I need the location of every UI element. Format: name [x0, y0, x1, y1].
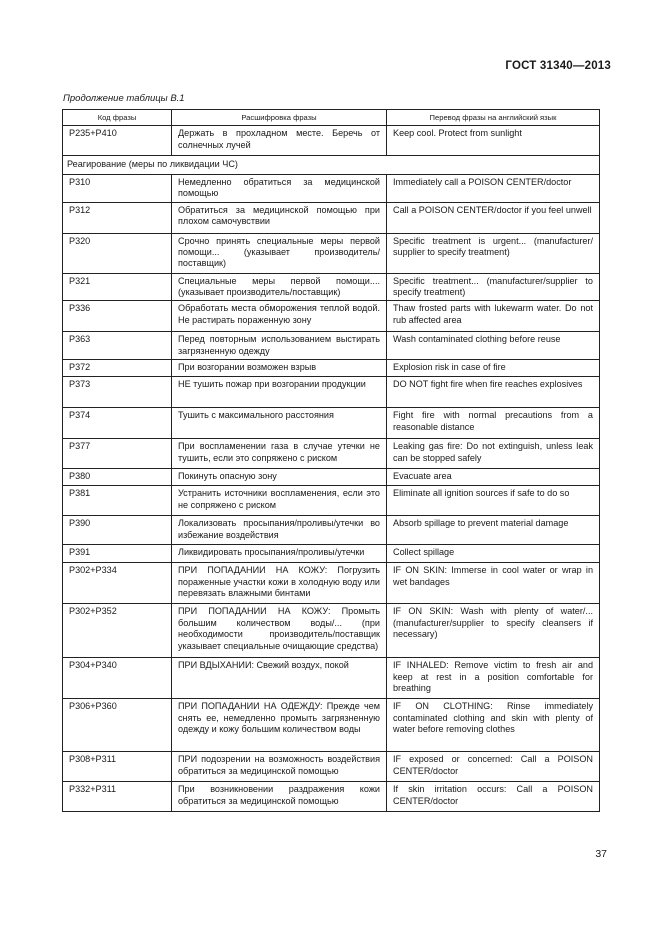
phrase-russian: Срочно принять специальные меры первой помощи... (указывает производитель/ поставщик): [172, 233, 387, 273]
table-row: [63, 782, 600, 812]
phrase-code: P302+P334: [63, 563, 172, 604]
phrase-code: P390: [63, 516, 172, 545]
table-row: [63, 126, 600, 156]
column-header-code: Код фразы: [63, 110, 172, 126]
phrase-english: IF ON SKIN: Wash with plenty of water/... (manufacturer/supplier to specify cleansers if necessary): [387, 604, 600, 658]
phrase-russian: При возгорании возможен взрыв: [172, 360, 387, 377]
phrase-russian: При возникновении раздражения кожи обратиться за медицинской помощью: [172, 782, 387, 812]
phrase-code: P312: [63, 202, 172, 233]
phrase-code: P321: [63, 273, 172, 301]
phrase-russian: Немедленно обратиться за медицинской помощью: [172, 174, 387, 202]
phrase-russian: Держать в прохладном месте. Беречь от солнечных лучей: [172, 126, 387, 156]
table-row: [63, 563, 600, 604]
table-row: [63, 658, 600, 699]
standard-number: ГОСТ 31340—2013: [505, 60, 611, 72]
phrase-english: Immediately call a POISON CENTER/doctor: [387, 174, 600, 202]
phrase-english: IF ON SKIN: Immerse in cool water or wrap in wet bandages: [387, 563, 600, 604]
table-row: [63, 486, 600, 516]
table-row: [63, 360, 600, 377]
phrase-russian: Обратиться за медицинской помощью при плохом самочувствии: [172, 202, 387, 233]
phrase-english: Absorb spillage to prevent material damage: [387, 516, 600, 545]
phrase-russian: ПРИ подозрении на возможность воздействия обратиться за медицинской помощью: [172, 752, 387, 782]
table-row: [63, 469, 600, 486]
phrase-code: P332+P311: [63, 782, 172, 812]
table-row: [63, 545, 600, 563]
phrase-code: P336: [63, 301, 172, 332]
phrase-english: Specific treatment is urgent... (manufacturer/ supplier to specify treatment): [387, 233, 600, 273]
phrase-russian: ПРИ ПОПАДАНИИ НА КОЖУ: Промыть большим количеством воды/... (при необходимости производитель/поставщик указывает специальные очищающие средства): [172, 604, 387, 658]
phrase-english: If skin irritation occurs: Call a POISON CENTER/doctor: [387, 782, 600, 812]
phrase-code: P373: [63, 377, 172, 408]
column-header-english: Перевод фразы на английский язык: [387, 110, 600, 126]
phrase-english: Keep cool. Protect from sunlight: [387, 126, 600, 156]
phrase-code: P372: [63, 360, 172, 377]
phrase-english: IF exposed or concerned: Call a POISON CENTER/doctor: [387, 752, 600, 782]
phrase-english: Call a POISON CENTER/doctor if you feel unwell: [387, 202, 600, 233]
phrase-english: Specific treatment... (manufacturer/supplier to specify treatment): [387, 273, 600, 301]
table-row: [63, 301, 600, 332]
phrase-code: P391: [63, 545, 172, 563]
table-row: [63, 439, 600, 469]
table-row: [63, 233, 600, 273]
phrase-english: Evacuate area: [387, 469, 600, 486]
phrase-english: Collect spillage: [387, 545, 600, 563]
phrase-code: P374: [63, 408, 172, 439]
phrase-russian: ПРИ ПОПАДАНИИ НА КОЖУ: Погрузить пораженные участки кожи в холодную воду или перевязать влажными бинтами: [172, 563, 387, 604]
phrase-english: IF INHALED: Remove victim to fresh air and keep at rest in a position comfortable for breathing: [387, 658, 600, 699]
phrase-code: P304+P340: [63, 658, 172, 699]
phrase-english: Fight fire with normal precautions from a reasonable distance: [387, 408, 600, 439]
phrase-english: Leaking gas fire: Do not extinguish, unless leak can be stopped safely: [387, 439, 600, 469]
phrase-russian: Локализовать просыпания/проливы/утечки во избежание воздействия: [172, 516, 387, 545]
phrase-russian: Устранить источники воспламенения, если это не сопряжено с риском: [172, 486, 387, 516]
phrase-russian: ПРИ ПОПАДАНИИ НА ОДЕЖДУ: Прежде чем снять ее, немедленно промыть загрязненную одежду и кожу большим количеством воды: [172, 699, 387, 752]
table-section-row: [63, 156, 600, 174]
column-header-russian: Расшифровка фразы: [172, 110, 387, 126]
phrase-russian: ПРИ ВДЫХАНИИ: Свежий воздух, покой: [172, 658, 387, 699]
table-row: [63, 332, 600, 360]
table-row: [63, 408, 600, 439]
phrase-code: P380: [63, 469, 172, 486]
phrase-russian: При воспламенении газа в случае утечки не тушить, если это сопряжено с риском: [172, 439, 387, 469]
phrase-russian: Перед повторным использованием выстирать загрязненную одежду: [172, 332, 387, 360]
table-body: [63, 126, 600, 812]
phrase-russian: Покинуть опасную зону: [172, 469, 387, 486]
phrase-code: P308+P311: [63, 752, 172, 782]
table-row: [63, 516, 600, 545]
table-row: [63, 752, 600, 782]
phrase-code: P235+P410: [63, 126, 172, 156]
phrases-table: [62, 109, 600, 812]
phrase-code: P302+P352: [63, 604, 172, 658]
phrase-code: P306+P360: [63, 699, 172, 752]
table-header-row: [63, 110, 600, 126]
phrase-code: P363: [63, 332, 172, 360]
table-row: [63, 273, 600, 301]
phrase-russian: Специальные меры первой помощи.... (указывает производитель/поставщик): [172, 273, 387, 301]
page-number: 37: [595, 848, 607, 860]
table-row: [63, 604, 600, 658]
phrase-russian: НЕ тушить пожар при возгорании продукции: [172, 377, 387, 408]
phrase-english: Thaw frosted parts with lukewarm water. Do not rub affected area: [387, 301, 600, 332]
phrase-russian: Ликвидировать просыпания/проливы/утечки: [172, 545, 387, 563]
phrase-code: P381: [63, 486, 172, 516]
table-row: [63, 174, 600, 202]
section-title: Реагирование (меры по ликвидации ЧС): [63, 156, 600, 174]
table-row: [63, 699, 600, 752]
phrase-russian: Обработать места обморожения теплой водой. Не растирать пораженную зону: [172, 301, 387, 332]
phrase-code: P310: [63, 174, 172, 202]
table-row: [63, 377, 600, 408]
phrase-code: P377: [63, 439, 172, 469]
phrase-russian: Тушить с максимального расстояния: [172, 408, 387, 439]
phrase-english: Wash contaminated clothing before reuse: [387, 332, 600, 360]
table-row: [63, 202, 600, 233]
table-continuation-caption: Продолжение таблицы В.1: [63, 93, 185, 104]
phrase-english: Eliminate all ignition sources if safe to do so: [387, 486, 600, 516]
phrase-english: IF ON CLOTHING: Rinse immediately contaminated clothing and skin with plenty of water before removing clothes: [387, 699, 600, 752]
phrase-code: P320: [63, 233, 172, 273]
phrase-english: DO NOT fight fire when fire reaches explosives: [387, 377, 600, 408]
phrase-english: Explosion risk in case of fire: [387, 360, 600, 377]
